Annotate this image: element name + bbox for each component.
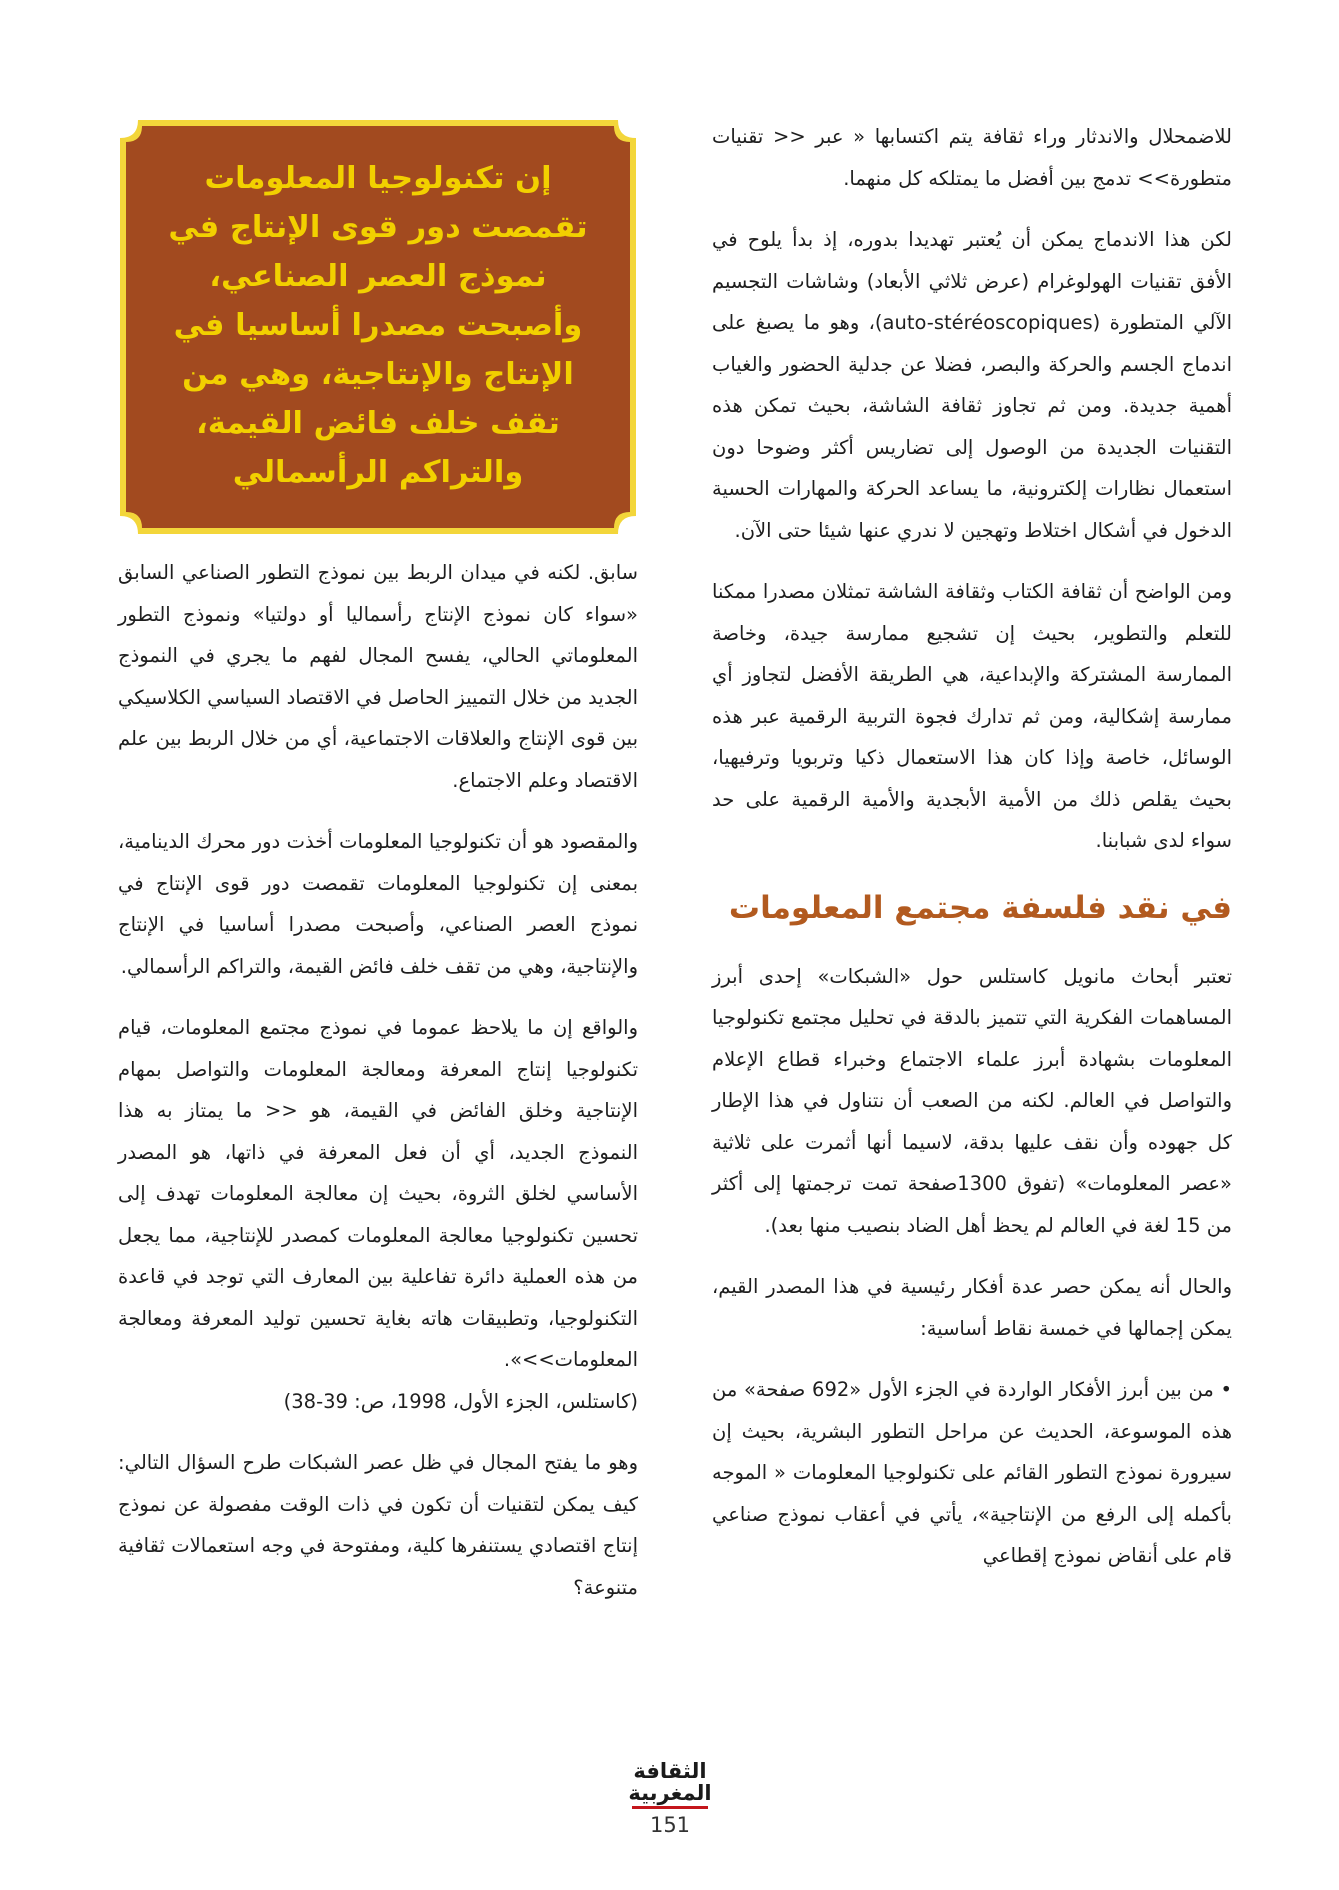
page-number: 151 xyxy=(649,1813,691,1837)
magazine-logo xyxy=(620,1760,720,1804)
paragraph: لكن هذا الاندماج يمكن أن يُعتبر تهديدا بدوره، إذ بدأ يلوح في الأفق تقنيات الهولوغرام (عرض ثلاثي الأبعاد) وشاشات التجسيم الآلي المتطورة (auto-stéréoscopiques)، وهو ما يصبغ على اندماج الجسم والحركة والبصر، فضلا عن جدلية الحضور والغياب أهمية جديدة. ومن ثم تجاوز ثقافة الشاشة، بحيث تمكن هذه التقنيات الجديدة من الوصول إلى تضاريس أكثر وضوحا دون استعمال نظارات إلكترونية، ما يساعد الحركة والمهارات الحسية الدخول في أشكال اختلاط وتهجين لا ندري عنها شيئا حتى الآن. xyxy=(712,228,1232,542)
paragraph-text: والواقع إن ما يلاحظ عموما في نموذج مجتمع المعلومات، قيام تكنولوجيا إنتاج المعرفة ومعالجة المعلومات والتواصل بمهام الإنتاجية وخلق الفائض في القيمة، هو << ما يمتاز به هذا النموذج الجديد، أي أن فعل المعرفة في ذاتها، هو المصدر الأساسي لخلق الثروة، بحيث إن معالجة المعلومات تهدف إلى تحسين تكنولوجيا معالجة المعلومات كمصدر للإنتاجية، مما يجعل من هذه العملية دائرة تفاعلية بين المعارف التي توجد في قاعدة التكنولوجيا، وتطبيقات هاته بغاية تحسين توليد المعرفة ومعالجة المعلومات>>». xyxy=(118,1016,638,1371)
paragraph: والمقصود هو أن تكنولوجيا المعلومات أخذت دور محرك الدينامية، بمعنى إن تكنولوجيا المعلومات تقمصت دور قوى الإنتاج في نموذج العصر الصناعي، وأصبحت مصدرا أساسيا في الإنتاج والإنتاجية، وهي من تقف خلف فائض القيمة، والتراكم الرأسمالي. xyxy=(118,830,638,978)
paragraph: وهو ما يفتح المجال في ظل عصر الشبكات طرح السؤال التالي: كيف يمكن لتقنيات أن تكون في ذات الوقت مفصولة عن نموذج إنتاج اقتصادي يستنفرها كلية، ومفتوحة في وجه استعمالات ثقافية متنوعة؟ xyxy=(118,1451,638,1599)
logo-accent-bar xyxy=(632,1806,708,1809)
page-footer xyxy=(620,1760,720,1837)
pull-quote-text: إن تكنولوجيا المعلومات تقمصت دور قوى الإنتاج في نموذج العصر الصناعي، وأصبحت مصدرا أساسيا في الإنتاج والإنتاجية، وهي من تقف خلف فائض القيمة، والتراكم الرأسمالي xyxy=(168,161,588,490)
paragraph: للاضمحلال والاندثار وراء ثقافة يتم اكتسابها « عبر << تقنيات متطورة>> تدمج بين أفضل ما يمتلكه كل منهما. xyxy=(712,125,1232,190)
paragraph xyxy=(118,1007,638,1422)
logo-line: المغربية xyxy=(628,1781,712,1805)
pull-quote-box xyxy=(118,118,638,536)
left-column xyxy=(118,552,638,1608)
section-heading: في نقد فلسفة مجتمع المعلومات xyxy=(728,889,1232,926)
citation: (كاستلس، الجزء الأول، 1998، ص: 39-38) xyxy=(283,1389,638,1413)
logo-line: الثقافة xyxy=(633,1759,707,1783)
paragraph: والحال أنه يمكن حصر عدة أفكار رئيسية في هذا المصدر القيم، يمكن إجمالها في خمسة نقاط أساسية: xyxy=(712,1275,1232,1340)
paragraph: ومن الواضح أن ثقافة الكتاب وثقافة الشاشة تمثلان مصدرا ممكنا للتعلم والتطوير، بحيث إن تشجيع ممارسة جيدة، وخاصة الممارسة المشتركة والإبداعية، هي الطريقة الأفضل لتجاوز أي ممارسة إشكالية، ومن ثم تدارك فجوة التربية الرقمية عبر هذه الوسائل، خاصة وإذا كان هذا الاستعمال ذكيا وتربويا وترفيهيا، بحيث يقلص ذلك من الأمية الأبجدية والأمية الرقمية على حد سواء لدى شبابنا. xyxy=(712,580,1232,852)
paragraph: تعتبر أبحاث مانويل كاستلس حول «الشبكات» إحدى أبرز المساهمات الفكرية التي تتميز بالدقة في تحليل مجتمع تكنولوجيا المعلومات بشهادة أبرز علماء الاجتماع وخبراء قطاع الإعلام والتواصل في العالم. لكنه من الصعب أن نتناول في هذا الإطار كل جهوده وأن نقف عليها بدقة، لاسيما أنها أثمرت على ثلاثية «عصر المعلومات» (تفوق 1300صفحة تمت ترجمتها إلى أكثر من 15 لغة في العالم لم يحظ أهل الضاد بنصيب منها بعد). xyxy=(712,964,1232,1237)
right-column xyxy=(712,116,1232,1577)
bullet-paragraph: • من بين أبرز الأفكار الواردة في الجزء الأول «692 صفحة» من هذه الموسوعة، الحديث عن مراحل التطور البشرية، بحيث إن سيرورة نموذج التطور القائم على تكنولوجيا المعلومات « الموجه بأكمله إلى الرفع من الإنتاجية»، يأتي في أعقاب نموذج صناعي قام على أنقاض نموذج إقطاعي xyxy=(712,1378,1232,1567)
paragraph: سابق. لكنه في ميدان الربط بين نموذج التطور الصناعي السابق «سواء كان نموذج الإنتاج رأسماليا أو دولتيا» ونموذج التطور المعلوماتي الحالي، يفسح المجال لفهم ما يجري في النموذج الجديد من خلال التمييز الحاصل في الاقتصاد السياسي الكلاسيكي بين قوى الإنتاج والعلاقات الاجتماعية، أي من خلال الربط بين علم الاقتصاد وعلم الاجتماع. xyxy=(118,561,638,792)
